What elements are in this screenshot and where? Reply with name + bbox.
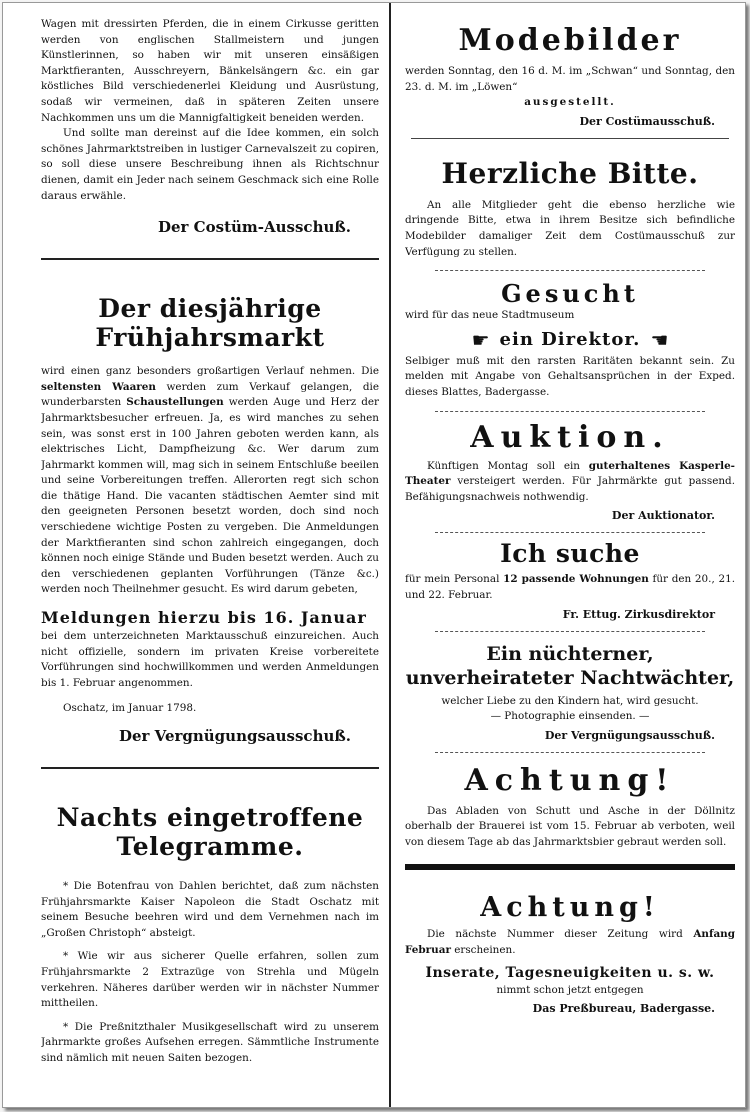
attention-title-2: Achtung! bbox=[480, 892, 660, 924]
registration-deadline: Meldungen hierzu bis 16. Januar bbox=[41, 608, 367, 628]
wanted-director-line bbox=[405, 328, 735, 352]
section-divider bbox=[435, 532, 705, 533]
telegram-item: * Die Botenfrau von Dahlen berichtet, daß zum nächsten Frühjahrsmarkte Kaiser Napoleon die Stadt Oschatz mit seinem Besuche beehren wird und dem Vernehmen nach im „Großen Christoph“ absteigt. bbox=[41, 880, 379, 939]
fashion-plates-text: werden Sonntag, den 16 d. M. im „Schwan“ und Sonntag, den 23. d. M. im „Löwen“ bbox=[405, 65, 735, 93]
entertainment-committee-signature: Der Vergnügungsausschuß. bbox=[119, 727, 351, 745]
auction-title: Auktion. bbox=[470, 419, 670, 455]
press-office-signature: Das Preßbureau, Badergasse. bbox=[532, 1002, 715, 1016]
section-divider bbox=[435, 270, 705, 271]
telegram-item: * Wie wir aus sicherer Quelle erfahren, sollen zum Frühjahrsmarkte 2 Extrazüge von Strehla und Mügeln verkehren. Näheres darüber werden wir in nächster Nummer mittheilen. bbox=[41, 950, 379, 1010]
seeking-text: für mein Personal 12 passende Wohnungen für den 20., 21. und 22. Februar. bbox=[405, 573, 735, 601]
section-divider bbox=[435, 631, 705, 632]
advertisements-line: Inserate, Tagesneuigkeiten u. s. w. bbox=[425, 964, 715, 981]
right-column bbox=[405, 3, 735, 1015]
section-divider bbox=[435, 752, 705, 753]
section-divider bbox=[41, 767, 379, 769]
entertainment-committee-signature: Der Vergnügungsausschuß. bbox=[544, 728, 715, 742]
attention-title: Achtung! bbox=[464, 762, 676, 798]
auctioneer-signature: Der Auktionator. bbox=[611, 509, 715, 523]
night-watchman-text: welcher Liebe zu den Kindern hat, wird gesucht. bbox=[441, 694, 699, 707]
newspaper-page bbox=[2, 2, 746, 1108]
fashion-plates-exhibited: ausgestellt. bbox=[524, 96, 616, 109]
attention-text: Das Abladen von Schutt und Asche in der Döllnitz oberhalb der Brauerei ist vom 15. Februar ab verboten, weil von diesem Tage ab das Jahrmarktsbier gebraut werden soll. bbox=[405, 804, 735, 848]
attention-text-2: Die nächste Nummer dieser Zeitung wird Anfang Februar erscheinen. bbox=[405, 928, 735, 957]
column-rule bbox=[389, 3, 391, 1107]
section-divider-thick bbox=[405, 864, 735, 870]
auction-text: Künftigen Montag soll ein guterhaltenes Kasperle-Theater versteigert werden. Für Jahrmärkte gut passend. Befähigungsnachweis nothwendig. bbox=[405, 459, 735, 503]
request-title: Herzliche Bitte. bbox=[441, 156, 699, 190]
accepted-text: nimmt schon jetzt entgegen bbox=[496, 983, 644, 996]
circus-director-signature: Fr. Ettug. Zirkusdirektor bbox=[562, 607, 715, 621]
night-watchman-photo: — Photographie einsenden. — bbox=[490, 710, 650, 723]
telegrams-title: Nachts eingetroffene Telegramme. bbox=[56, 803, 364, 861]
spring-market-text: wird einen ganz besonders großartigen Verlauf nehmen. Die seltensten Waaren werden zum Verkauf gelangen, die wunderbarsten Schaustellungen werden Auge und Herz der Jahrmarktsbesucher erfreuen. Ja, es wird manches zu sehen sein, was sonst erst in 100 Jahren geboten werden kann, als elektrisches Licht, Dampfheizung &c. Wer darum zum Jahrmarkt kommen will, mag sich in seinem Entschluße beeilen und seine Vorbereitungen treffen. Allerorten regt sich schon die thätige Hand. Die vacanten städtischen Aemter sind mit den geeigneten Personen besetzt worden, doch sind noch verschiedene wichtige Posten zu vergeben. Die Anmeldungen der Marktfieranten sind schon zahlreich eingegangen, doch können noch einige Stände und Buden besetzt werden. Auch zu den verschiedenen geplanten Vorführungen (Tänze &c.) werden noch Theilnehmer gesucht. Es wird darum gebeten, bbox=[41, 365, 379, 596]
costume-text-1: Wagen mit dressirten Pferden, die in einem Cirkusse geritten werden von englischen Stallmeistern und jungen Künstlerinnen, so haben wir mit unseren einsäßigen Marktfieranten, Ausschreyern, Bänkelsängern &c. ein gar köstliches Bild verschiedenerlei Kleidung und Ausrüstung, sodaß wir vermeinen, daß in späteren Zeiten unsere Nachkommen uns um die Mannigfaltigkeit beneiden werden. bbox=[41, 18, 379, 124]
costume-committee-signature: Der Costüm-Ausschuß. bbox=[158, 218, 351, 237]
wanted-text: wird für das neue Stadtmuseum bbox=[405, 309, 575, 322]
section-divider bbox=[41, 258, 379, 260]
request-text: An alle Mitglieder geht die ebenso herzliche wie dringende Bitte, etwa in ihrem Besitze sich befindliche Modebilder damaliger Zeit dem Costümausschuß zur Verfügung zu stellen. bbox=[405, 198, 735, 258]
night-watchman-title-2: unverheirateter Nachtwächter, bbox=[405, 666, 735, 689]
telegram-item: * Die Preßnitzthaler Musikgesellschaft wird zu unserem Jahrmarkte großes Aufsehen erregen. Sämmtliche Instrumente sind nämlich mit neuen Saiten bezogen. bbox=[41, 1020, 379, 1064]
section-divider bbox=[411, 138, 729, 139]
wanted-text-2: Selbiger muß mit den rarsten Raritäten bekannt sein. Zu melden mit Angabe von Gehaltsansprüchen in der Exped. dieses Blattes, Badergasse. bbox=[405, 354, 735, 398]
costume-committee-signature: Der Costümausschuß. bbox=[579, 114, 715, 128]
left-column bbox=[41, 3, 379, 1067]
costume-text-2: Und sollte man dereinst auf die Idee kommen, ein solch schönes Jahrmarktstreiben in lustiger Carnevalszeit zu copiren, so soll diese unsere Beschreibung ihnen als Richtschnur dienen, damit ein Jeder nach seinem Geschmack sich eine Rolle daraus erwähle. bbox=[41, 127, 379, 202]
fashion-plates-title: Modebilder bbox=[458, 23, 682, 58]
spring-market-title: Der diesjährige Frühjahrsmarkt bbox=[95, 294, 325, 353]
dateline: Oschatz, im Januar 1798. bbox=[63, 702, 197, 715]
seeking-title: Ich suche bbox=[500, 539, 640, 569]
night-watchman-title-1: Ein nüchterner, bbox=[486, 642, 654, 665]
wanted-title: Gesucht bbox=[501, 279, 639, 309]
section-divider bbox=[435, 411, 705, 412]
pointing-hand-right-icon: ☛ bbox=[471, 327, 490, 352]
pointing-hand-left-icon: ☚ bbox=[650, 327, 669, 352]
wanted-director: ein Direktor. bbox=[499, 329, 641, 351]
spring-market-text-2: bei dem unterzeichneten Marktausschuß einzureichen. Auch nicht offizielle, sondern im privaten Kreise vorbereitete Vorführungen sind hochwillkommen und werden Anmeldungen bis 1. Februar angenommen. bbox=[41, 630, 379, 689]
